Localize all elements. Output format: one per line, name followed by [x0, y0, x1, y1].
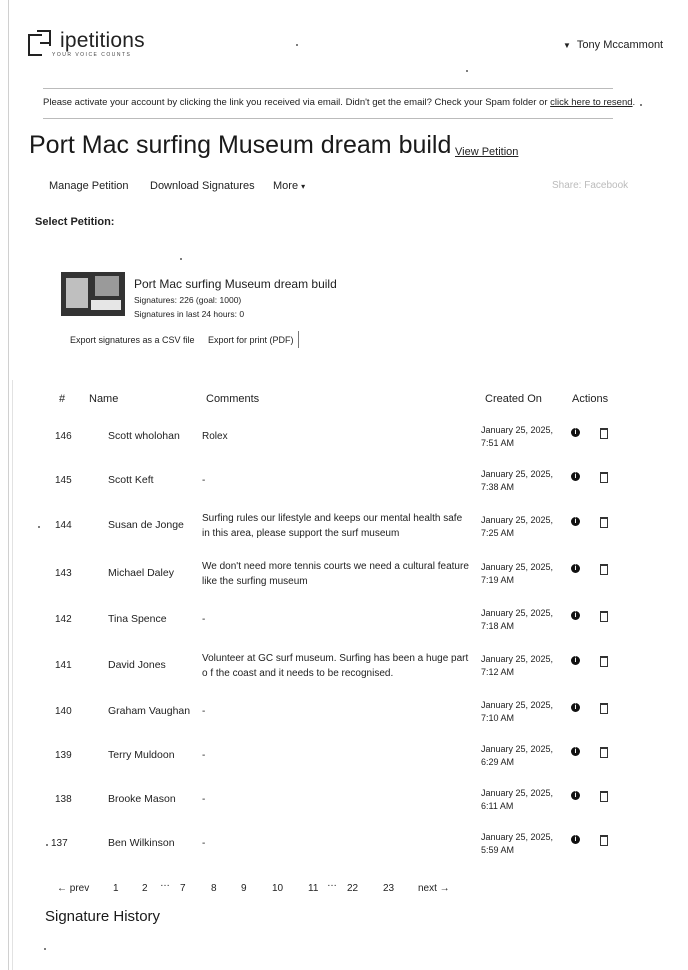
row-number: 144 [55, 520, 72, 531]
trash-icon[interactable] [600, 472, 608, 483]
signer-comment: - [202, 838, 206, 849]
trash-icon[interactable] [600, 428, 608, 439]
trash-icon[interactable] [600, 517, 608, 528]
created-date: January 25, 2025, 7:10 AM [481, 700, 554, 723]
trash-icon[interactable] [600, 791, 608, 802]
pagination-prev[interactable]: ← prev [57, 883, 90, 894]
info-icon[interactable]: i [571, 791, 580, 800]
signer-comment: Rolex [202, 431, 228, 442]
info-icon[interactable]: i [571, 703, 580, 712]
download-signatures-tab[interactable]: Download Signatures [150, 180, 255, 192]
created-date: January 25, 2025, 6:11 AM [481, 788, 554, 811]
view-petition-link[interactable]: View Petition [455, 146, 519, 158]
signer-name: David Jones [108, 659, 166, 671]
export-pdf-button[interactable]: Export for print (PDF) [208, 335, 294, 345]
signer-comment: - [202, 794, 206, 805]
row-number: 142 [55, 614, 72, 625]
manage-petition-tab[interactable]: Manage Petition [49, 180, 129, 192]
pagination-page[interactable]: 11 [308, 883, 319, 894]
more-label: More [273, 180, 299, 192]
notice-text: Please activate your account by clicking the link you received via email. Didn't get the email? Check your Spam folder or [43, 97, 551, 108]
trash-icon[interactable] [600, 611, 608, 622]
scan-speck [44, 948, 46, 950]
signer-comment: Volunteer at GC surf museum. Surfing has been a huge part o f the coast and it needs to be recognised. [202, 653, 469, 679]
row-number: 137 [51, 838, 68, 849]
pagination-page[interactable]: 8 [211, 883, 217, 894]
caret-down-icon: ▾ [301, 182, 306, 191]
col-header-comments: Comments [206, 393, 260, 405]
signer-name: Michael Daley [108, 567, 174, 579]
logo-text: ipetitions [60, 29, 145, 52]
signer-name: Terry Muldoon [108, 749, 175, 761]
signer-comment: - [202, 706, 206, 717]
created-date: January 25, 2025, 7:19 AM [481, 562, 554, 585]
pagination-page[interactable]: 1 [113, 883, 119, 894]
scan-speck [640, 104, 642, 106]
signer-name: Brooke Mason [108, 793, 176, 805]
pagination-page[interactable]: 10 [272, 883, 284, 894]
divider [298, 331, 299, 348]
created-date: January 25, 2025, 7:12 AM [481, 654, 554, 677]
row-number: 140 [55, 706, 72, 717]
info-icon[interactable]: i [571, 835, 580, 844]
created-date: January 25, 2025, 5:59 AM [481, 832, 554, 855]
scan-speck [180, 258, 182, 260]
created-date: January 25, 2025, 7:51 AM [481, 425, 554, 448]
select-petition-label: Select Petition: [35, 216, 115, 228]
col-header-actions: Actions [572, 393, 609, 405]
signer-comment: - [202, 475, 206, 486]
pagination-page[interactable]: 9 [241, 883, 247, 894]
info-icon[interactable]: i [571, 428, 580, 437]
more-dropdown[interactable] [273, 180, 305, 192]
scan-speck [46, 844, 48, 846]
export-csv-button[interactable]: Export signatures as a CSV file [70, 335, 195, 345]
row-number: 145 [55, 475, 72, 486]
pagination-page[interactable]: 23 [383, 883, 395, 894]
row-number: 138 [55, 794, 72, 805]
trash-icon[interactable] [600, 564, 608, 575]
signer-name: Graham Vaughan [108, 705, 191, 717]
divider [43, 118, 613, 119]
pagination-page[interactable]: 22 [347, 883, 359, 894]
caret-down-icon: ▼ [563, 40, 571, 50]
signer-name: Scott Keft [108, 474, 154, 486]
signer-comment: - [202, 750, 206, 761]
petition-thumbnail[interactable] [61, 272, 125, 316]
created-date: January 25, 2025, 7:38 AM [481, 469, 554, 492]
created-date: January 25, 2025, 7:18 AM [481, 608, 554, 631]
pagination-page[interactable]: 7 [180, 883, 186, 894]
card-title[interactable]: Port Mac surfing Museum dream build [134, 277, 337, 291]
col-header-number: # [59, 393, 66, 405]
info-icon[interactable]: i [571, 747, 580, 756]
signer-name: Tina Spence [108, 613, 167, 625]
scan-edge [12, 380, 13, 970]
signer-name: Scott wholohan [108, 430, 180, 442]
trash-icon[interactable] [600, 747, 608, 758]
row-number: 143 [55, 568, 72, 579]
signatures-last-24h: Signatures in last 24 hours: 0 [134, 309, 245, 319]
logo-mark-icon [28, 30, 54, 54]
signer-name: Susan de Jonge [108, 519, 184, 531]
created-date: January 25, 2025, 7:25 AM [481, 515, 554, 538]
signature-count: Signatures: 226 (goal: 1000) [134, 295, 242, 305]
info-icon[interactable]: i [571, 564, 580, 573]
signer-name: Ben Wilkinson [108, 837, 175, 849]
info-icon[interactable]: i [571, 517, 580, 526]
notice-tail: . [632, 97, 636, 108]
row-number: 139 [55, 750, 72, 761]
row-number: 141 [55, 660, 72, 671]
logo-tagline: YOUR VOICE COUNTS [52, 52, 132, 58]
signature-history-heading: Signature History [45, 908, 161, 925]
user-name: Tony Mccammont [576, 39, 664, 51]
info-icon[interactable]: i [571, 472, 580, 481]
col-header-name: Name [89, 393, 119, 405]
col-header-created-on: Created On [485, 393, 542, 405]
trash-icon[interactable] [600, 835, 608, 846]
signer-comment: Surfing rules our lifestyle and keeps our mental health safe in this area, please support the surf museum [202, 513, 463, 539]
signer-comment: - [202, 614, 206, 625]
share-link[interactable]: Share: Facebook [552, 180, 629, 191]
created-date: January 25, 2025, 6:29 AM [481, 744, 554, 767]
info-icon[interactable]: i [571, 656, 580, 665]
signer-comment: We don't need more tennis courts we need a cultural feature like the surfing museum [202, 561, 469, 587]
scan-edge [8, 0, 9, 970]
site-logo[interactable] [28, 30, 145, 54]
scan-speck [466, 70, 468, 72]
page-title: Port Mac surfing Museum dream build [29, 131, 452, 159]
pagination-next[interactable]: next → [418, 883, 450, 894]
scan-speck [38, 526, 40, 528]
scan-speck [296, 44, 298, 46]
resend-link[interactable]: click here to resend [550, 97, 633, 108]
row-number: 146 [55, 431, 72, 442]
trash-icon[interactable] [600, 656, 608, 667]
pagination-page[interactable]: 2 [142, 883, 148, 894]
pagination-ellipsis: … [160, 878, 170, 889]
user-menu[interactable] [563, 39, 663, 51]
info-icon[interactable]: i [571, 611, 580, 620]
activation-notice [43, 97, 635, 108]
pagination-ellipsis: … [327, 878, 337, 889]
divider [43, 88, 613, 89]
trash-icon[interactable] [600, 703, 608, 714]
